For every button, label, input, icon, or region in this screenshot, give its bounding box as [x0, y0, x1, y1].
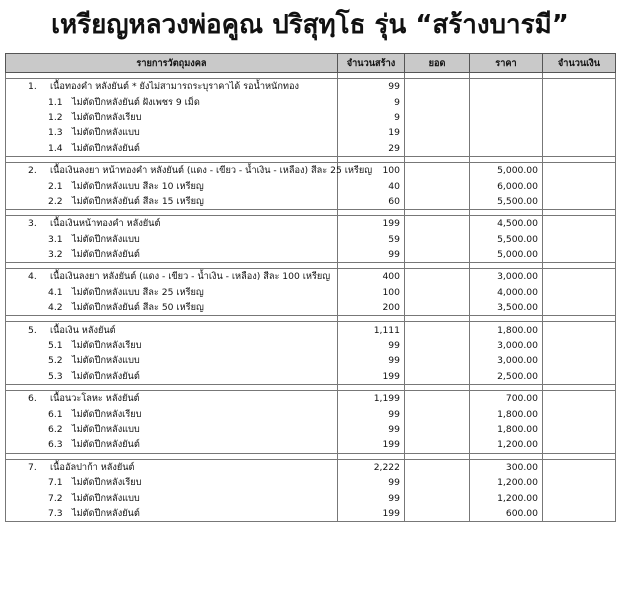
amount-cell [543, 353, 616, 368]
table-row-group [6, 79, 616, 95]
item-number: 5. [28, 324, 37, 336]
ordered-cell [405, 490, 470, 505]
ordered-cell [405, 141, 470, 157]
item-name: เนื้อทองคำ หลังยันต์ * ยังไม่สามารถระบุราคาได้ รอน้ำหนักทอง [50, 81, 299, 93]
price-cell: 3,000.00 [470, 269, 543, 285]
quantity-cell: 199 [338, 369, 405, 385]
header-quantity-made: จำนวนสร้าง [338, 54, 405, 73]
amount-cell [543, 459, 616, 475]
ordered-cell [405, 110, 470, 125]
quantity-cell: 199 [338, 506, 405, 522]
amount-cell [543, 391, 616, 407]
amount-cell [543, 141, 616, 157]
table-row [6, 422, 616, 437]
item-number: 7.2 [48, 492, 63, 504]
item-name: เนื้ออัลปาก้า หลังยันต์ [50, 461, 135, 473]
price-cell: 4,500.00 [470, 216, 543, 232]
table-row [6, 300, 616, 316]
table-row [6, 232, 616, 247]
item-name: ไม่ตัดปีกหลังแบบ [72, 233, 140, 245]
item-cell [6, 125, 338, 140]
item-cell [6, 110, 338, 125]
quantity-cell: 199 [338, 216, 405, 232]
item-name: ไม่ตัดปีกหลังแบบ [72, 355, 140, 367]
item-cell [6, 269, 338, 285]
ordered-cell [405, 232, 470, 247]
quantity-cell: 99 [338, 338, 405, 353]
price-cell: 300.00 [470, 459, 543, 475]
header-ordered: ยอด [405, 54, 470, 73]
price-cell: 1,200.00 [470, 490, 543, 505]
item-cell [6, 247, 338, 263]
item-cell [6, 391, 338, 407]
item-number: 6.2 [48, 424, 63, 435]
item-number: 3.2 [48, 249, 63, 261]
ordered-cell [405, 285, 470, 300]
ordered-cell [405, 475, 470, 490]
price-cell: 5,500.00 [470, 194, 543, 210]
item-number: 2. [28, 165, 37, 177]
price-cell [470, 94, 543, 109]
table-row-group [6, 216, 616, 232]
price-cell [470, 125, 543, 140]
item-number: 7. [28, 461, 37, 473]
item-number: 1.2 [48, 111, 63, 123]
price-cell [470, 141, 543, 157]
item-cell [6, 490, 338, 505]
table-header-row [6, 54, 616, 73]
table-row [6, 285, 616, 300]
item-cell [6, 475, 338, 490]
item-cell [6, 353, 338, 368]
ordered-cell [405, 94, 470, 109]
quantity-cell: 2,222 [338, 459, 405, 475]
price-cell: 3,000.00 [470, 353, 543, 368]
ordered-cell [405, 178, 470, 193]
item-number: 7.1 [48, 477, 63, 489]
quantity-cell: 59 [338, 232, 405, 247]
price-cell: 4,000.00 [470, 285, 543, 300]
amount-cell [543, 322, 616, 338]
quantity-cell: 29 [338, 141, 405, 157]
item-cell [6, 94, 338, 109]
item-cell [6, 232, 338, 247]
ordered-cell [405, 79, 470, 95]
amount-cell [543, 338, 616, 353]
amount-cell [543, 178, 616, 193]
table-row-group [6, 322, 616, 338]
item-name: ไม่ตัดปีกหลังเรียบ [72, 477, 142, 489]
ordered-cell [405, 300, 470, 316]
item-name: ไม่ตัดปีกหลังแบบ [72, 492, 140, 504]
ordered-cell [405, 459, 470, 475]
item-number: 4.2 [48, 302, 63, 314]
quantity-cell: 9 [338, 94, 405, 109]
quantity-cell: 99 [338, 247, 405, 263]
item-cell [6, 369, 338, 385]
quantity-cell: 99 [338, 475, 405, 490]
table-row-group [6, 459, 616, 475]
quantity-cell: 400 [338, 269, 405, 285]
item-name: ไม่ตัดปีกหลังเรียบ [72, 340, 142, 352]
item-number: 6.3 [48, 439, 63, 451]
item-number: 1.4 [48, 142, 63, 154]
quantity-cell: 99 [338, 79, 405, 95]
quantity-cell: 1,199 [338, 391, 405, 407]
item-cell [6, 178, 338, 193]
item-number: 2.1 [48, 180, 63, 192]
item-name: ไม่ตัดปีกหลังยันต์ สีละ 15 เหรียญ [72, 195, 204, 207]
amount-cell [543, 247, 616, 263]
table-row [6, 490, 616, 505]
quantity-cell: 99 [338, 353, 405, 368]
ordered-cell [405, 322, 470, 338]
table-row [6, 110, 616, 125]
table-row [6, 247, 616, 263]
ordered-cell [405, 422, 470, 437]
item-number: 4. [28, 271, 37, 283]
item-name: ไม่ตัดปีกหลังยันต์ สีละ 50 เหรียญ [72, 302, 204, 314]
ordered-cell [405, 437, 470, 453]
quantity-cell: 100 [338, 285, 405, 300]
amount-cell [543, 110, 616, 125]
price-cell: 1,200.00 [470, 437, 543, 453]
table-row [6, 338, 616, 353]
item-cell [6, 322, 338, 338]
ordered-cell [405, 406, 470, 421]
item-number: 7.3 [48, 507, 63, 519]
quantity-cell: 200 [338, 300, 405, 316]
header-amount: จำนวนเงิน [543, 54, 616, 73]
item-name: เนื้อเงินลงยา หน้าทองคำ หลังยันต์ (แดง - เขียว - น้ำเงิน - เหลือง) สีละ 25 เหรียญ [50, 165, 373, 177]
item-name: เนื้อเงินหน้าทองคำ หลังยันต์ [50, 218, 161, 230]
price-cell: 1,800.00 [470, 422, 543, 437]
item-number: 5.2 [48, 355, 63, 367]
price-cell: 5,000.00 [470, 247, 543, 263]
quantity-cell: 40 [338, 178, 405, 193]
item-number: 6. [28, 393, 37, 405]
amount-cell [543, 232, 616, 247]
item-name: ไม่ตัดปีกหลังยันต์ [72, 142, 140, 154]
price-cell: 5,500.00 [470, 232, 543, 247]
item-cell [6, 437, 338, 453]
ordered-cell [405, 216, 470, 232]
item-name: ไม่ตัดปีกหลังแบบ [72, 424, 140, 435]
header-item: รายการวัตถุมงคล [6, 54, 338, 73]
price-cell: 1,800.00 [470, 406, 543, 421]
table-row-group [6, 269, 616, 285]
amount-cell [543, 285, 616, 300]
quantity-cell: 19 [338, 125, 405, 140]
quantity-cell: 199 [338, 437, 405, 453]
amount-cell [543, 79, 616, 95]
table-body [6, 73, 616, 522]
price-cell: 1,200.00 [470, 475, 543, 490]
quantity-cell: 99 [338, 422, 405, 437]
ordered-cell [405, 391, 470, 407]
item-number: 1.1 [48, 96, 63, 108]
price-cell: 700.00 [470, 391, 543, 407]
amount-cell [543, 162, 616, 178]
price-cell: 6,000.00 [470, 178, 543, 193]
ordered-cell [405, 506, 470, 522]
item-cell [6, 285, 338, 300]
quantity-cell: 99 [338, 406, 405, 421]
item-name: ไม่ตัดปีกหลังแบบ [72, 127, 140, 139]
table-row [6, 406, 616, 421]
item-name: ไม่ตัดปีกหลังยันต์ [72, 507, 140, 519]
quantity-cell: 9 [338, 110, 405, 125]
item-cell [6, 459, 338, 475]
item-cell [6, 141, 338, 157]
price-cell: 600.00 [470, 506, 543, 522]
amount-cell [543, 194, 616, 210]
item-name: ไม่ตัดปีกหลังยันต์ ฝังเพชร 9 เม็ด [72, 96, 200, 108]
item-number: 6.1 [48, 408, 63, 420]
item-name: ไม่ตัดปีกหลังยันต์ [72, 249, 140, 261]
table-row [6, 125, 616, 140]
item-name: ไม่ตัดปีกหลังเรียบ [72, 408, 142, 420]
item-cell [6, 216, 338, 232]
ordered-cell [405, 269, 470, 285]
table-row [6, 437, 616, 453]
item-cell [6, 79, 338, 95]
ordered-cell [405, 353, 470, 368]
ordered-cell [405, 125, 470, 140]
amount-cell [543, 422, 616, 437]
amount-cell [543, 369, 616, 385]
price-cell [470, 79, 543, 95]
amount-cell [543, 437, 616, 453]
item-name: ไม่ตัดปีกหลังเรียบ [72, 111, 142, 123]
page-title: เหรียญหลวงพ่อคูณ ปริสุทฺโธ รุ่น “สร้างบารมี” [51, 10, 569, 40]
price-table [5, 53, 616, 522]
amount-cell [543, 506, 616, 522]
table-row [6, 353, 616, 368]
price-cell: 5,000.00 [470, 162, 543, 178]
item-cell [6, 162, 373, 178]
item-number: 5.3 [48, 370, 63, 382]
quantity-cell: 60 [338, 194, 405, 210]
ordered-cell [405, 369, 470, 385]
item-number: 3.1 [48, 233, 63, 245]
price-cell: 3,000.00 [470, 338, 543, 353]
amount-cell [543, 300, 616, 316]
ordered-cell [405, 162, 470, 178]
item-number: 3. [28, 218, 37, 230]
amount-cell [543, 125, 616, 140]
price-cell: 3,500.00 [470, 300, 543, 316]
table-row-group [6, 391, 616, 407]
item-number: 5.1 [48, 340, 63, 352]
amount-cell [543, 406, 616, 421]
quantity-cell: 1,111 [338, 322, 405, 338]
ordered-cell [405, 338, 470, 353]
item-name: ไม่ตัดปีกหลังแบบ สีละ 25 เหรียญ [72, 286, 204, 298]
item-number: 1. [28, 81, 37, 93]
item-cell [6, 422, 338, 437]
item-name: ไม่ตัดปีกหลังแบบ สีละ 10 เหรียญ [72, 180, 204, 192]
amount-cell [543, 490, 616, 505]
item-number: 2.2 [48, 195, 63, 207]
item-cell [6, 506, 338, 522]
item-cell [6, 406, 338, 421]
price-cell: 1,800.00 [470, 322, 543, 338]
table-row [6, 94, 616, 109]
table-row-group [6, 162, 616, 178]
table-row [6, 194, 616, 210]
table-row [6, 506, 616, 522]
price-cell [470, 110, 543, 125]
quantity-cell: 99 [338, 490, 405, 505]
item-cell [6, 338, 338, 353]
item-cell [6, 300, 338, 316]
item-name: เนื้อเงิน หลังยันต์ [50, 324, 116, 336]
amount-cell [543, 475, 616, 490]
amount-cell [543, 269, 616, 285]
item-name: ไม่ตัดปีกหลังยันต์ [72, 439, 140, 451]
ordered-cell [405, 247, 470, 263]
table-row [6, 178, 616, 193]
quantity-cell: 100 [338, 162, 405, 178]
header-price: ราคา [470, 54, 543, 73]
table-row [6, 141, 616, 157]
item-name: เนื้อนวะโลหะ หลังยันต์ [50, 393, 140, 405]
ordered-cell [405, 194, 470, 210]
item-name: ไม่ตัดปีกหลังยันต์ [72, 370, 140, 382]
item-cell [6, 194, 338, 210]
amount-cell [543, 216, 616, 232]
item-number: 1.3 [48, 127, 63, 139]
price-cell: 2,500.00 [470, 369, 543, 385]
item-number: 4.1 [48, 286, 63, 298]
amount-cell [543, 94, 616, 109]
item-name: เนื้อเงินลงยา หลังยันต์ (แดง - เขียว - น้ำเงิน - เหลือง) สีละ 100 เหรียญ [50, 271, 331, 283]
table-row [6, 369, 616, 385]
table-row [6, 475, 616, 490]
